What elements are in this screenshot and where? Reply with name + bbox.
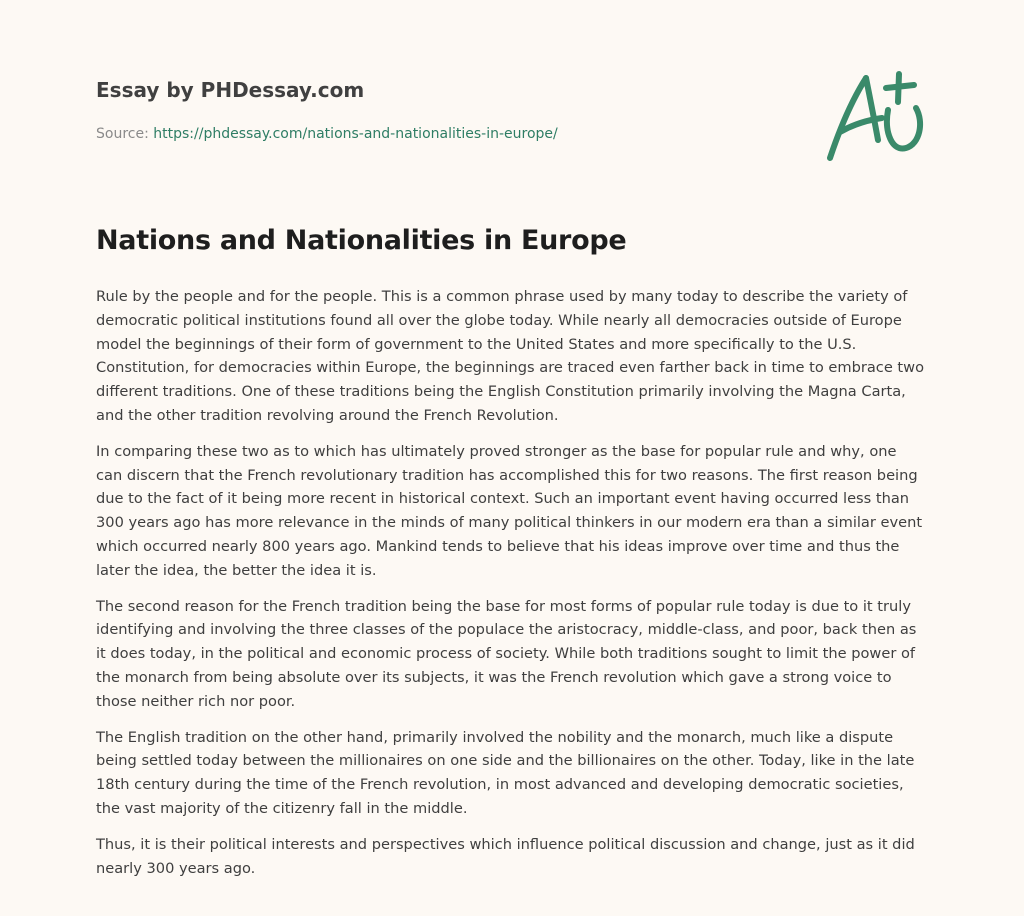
essay-title: Nations and Nationalities in Europe [96, 225, 627, 256]
essay-paragraph: In comparing these two as to which has ultimately proved stronger as the base for popular rule and why, one can discern that the French revolutionary tradition has accomplished this for two reasons. The first reason being due to the fact of it being more recent in historical context. Such an important event having occurred less than 300 years ago has more relevance in the minds of many political thinkers in our modern era than a similar event which occurred nearly 800 years ago. Mankind tends to believe that his ideas improve over time and thus the later the idea, the better the idea it is. [96, 442, 923, 579]
essay-paragraph: The English tradition on the other hand, primarily involved the nobility and the monarch, much like a dispute being settled today between the millionaires on one side and the billionaires on the other. Today, like in the late 18th century during the time of the French revolution, in most advanced and developing democratic societies, the vast majority of the citizenry fall in the middle. [96, 728, 915, 817]
essay-paragraph: Thus, it is their political interests and perspectives which influence political discussion and change, just as it did nearly 300 years ago. [96, 835, 915, 877]
brand-title: Essay by PHDessay.com [96, 78, 365, 102]
essay-body [96, 285, 926, 892]
source-label: Source: [96, 126, 149, 142]
a-plus-grade-icon [820, 66, 930, 166]
source-line [96, 124, 796, 144]
page-header [96, 76, 796, 144]
essay-paragraph: Rule by the people and for the people. This is a common phrase used by many today to describe the variety of democratic political institutions found all over the globe today. While nearly all democracies outside of Europe model the beginnings of their form of government to the United States and more specifically to the U.S. Constitution, for democracies within Europe, the beginnings are traced even farther back in time to embrace two different traditions. One of these traditions being the English Constitution primarily involving the Magna Carta, and the other tradition revolving around the French Revolution. [96, 288, 925, 424]
essay-paragraph: The second reason for the French tradition being the base for most forms of popular rule today is due to it truly identifying and involving the three classes of the populace the aristocracy, middle-class, and poor, back then as it does today, in the political and economic process of society. While both traditions sought to limit the power of the monarch from being absolute over its subjects, it was the French revolution which gave a strong voice to those neither rich nor poor. [96, 597, 917, 710]
source-link[interactable]: https://phdessay.com/nations-and-nationalities-in-europe/ [153, 126, 558, 142]
